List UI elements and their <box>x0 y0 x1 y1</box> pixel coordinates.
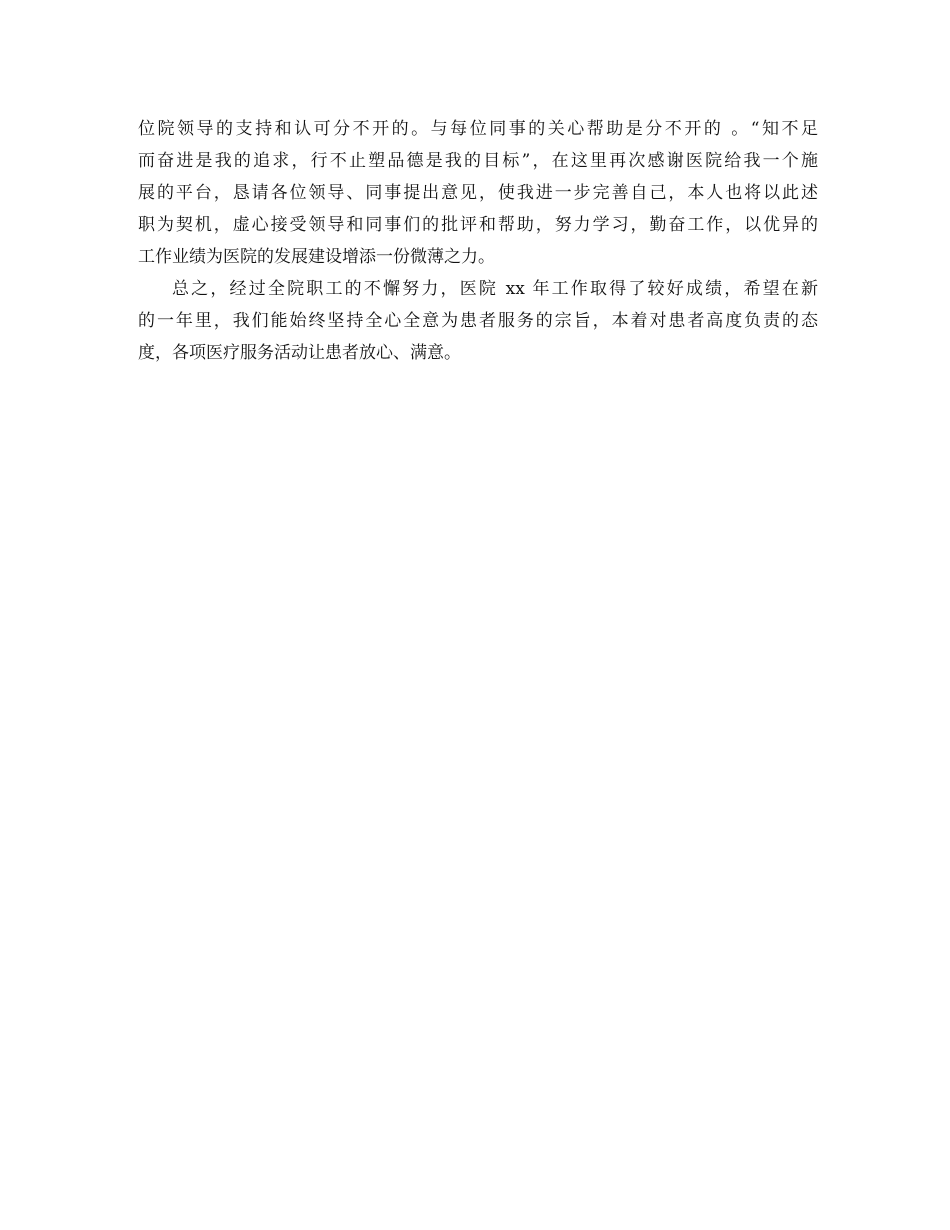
text-line: 位院领导的支持和认可分不开的。与每位同事的关心帮助是分不开的 。“知不足 <box>138 119 818 139</box>
paragraph-summary <box>138 273 818 369</box>
text-line: 工作业绩为医院的发展建设增添一份微薄之力。 <box>138 247 495 267</box>
text-line: 度，各项医疗服务活动让患者放心、满意。 <box>138 343 461 363</box>
text-line: 的一年里，我们能始终坚持全心全意为患者服务的宗旨，本着对患者高度负责的态 <box>138 311 818 331</box>
text-line: 而奋进是我的追求，行不止塑品德是我的目标”，在这里再次感谢医院给我一个施 <box>138 151 818 171</box>
paragraph-closing-thanks <box>138 113 818 273</box>
text-line: 展的平台，恳请各位领导、同事提出意见，使我进一步完善自己，本人也将以此述 <box>138 183 818 203</box>
text-line: 职为契机，虚心接受领导和同事们的批评和帮助，努力学习，勤奋工作，以优异的 <box>138 215 818 235</box>
text-line: 总之，经过全院职工的不懈努力，医院 xx 年工作取得了较好成绩，希望在新 <box>172 279 818 299</box>
document-body <box>138 113 818 369</box>
